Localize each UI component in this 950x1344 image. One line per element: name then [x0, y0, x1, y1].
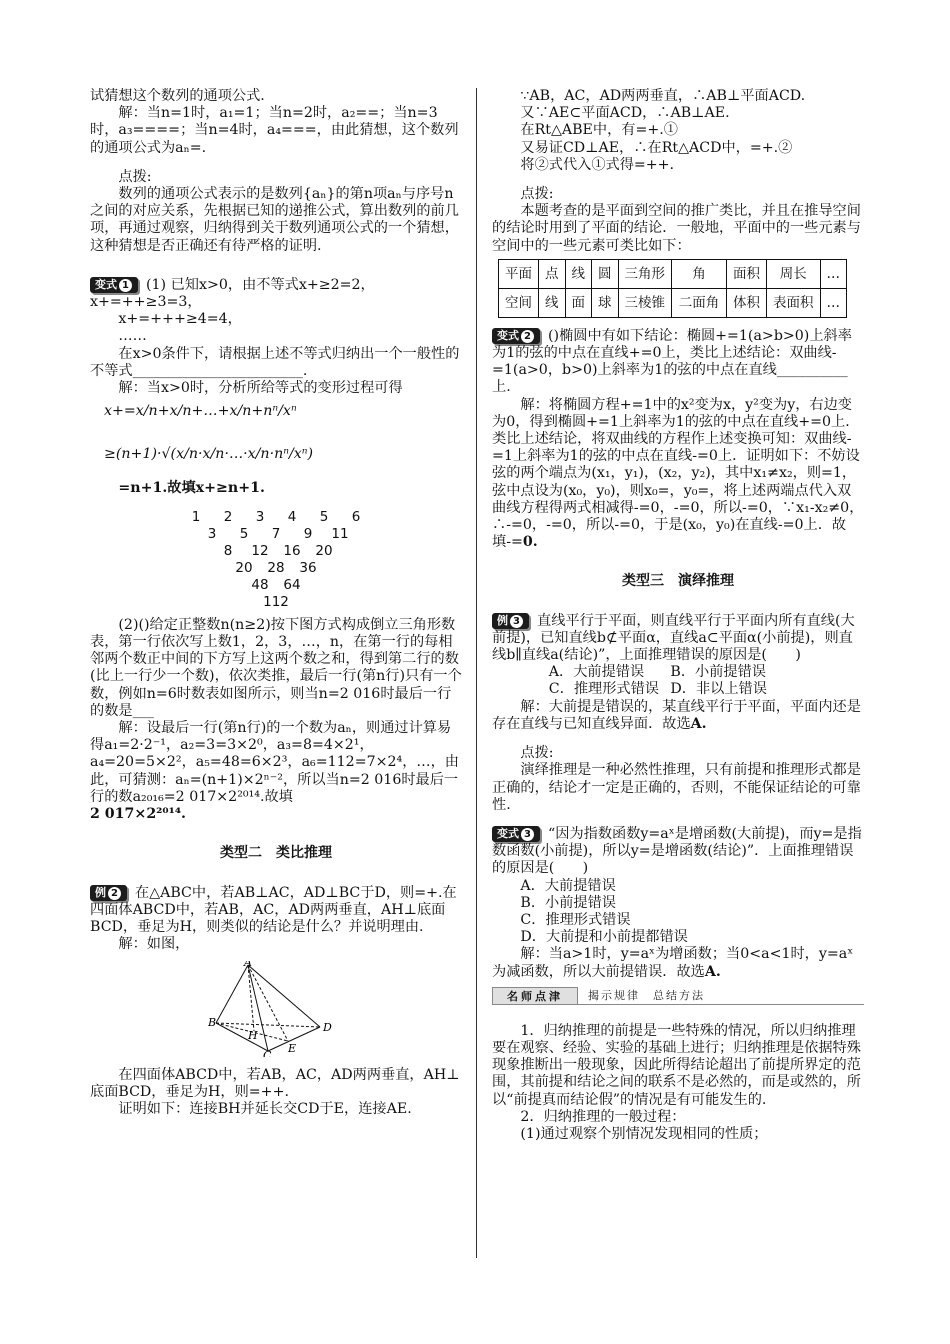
section-title-3: 类型三 演绎推理 [622, 573, 734, 590]
example2-header [90, 885, 462, 937]
example3-solution: 解：大前提是错误的，某直线平行于平面，平面内还是存在直线与已知直线异面．故选A. [492, 698, 861, 732]
example3-badge: 例 3 [492, 613, 529, 629]
proof-line-5: 将②式代入①式得=++. [520, 156, 675, 173]
example3-text: 直线平行于平面，则直线平行于平面内所有直线(大前提)，已知直线b⊄平面α，直线a⊂平面α(小前提)，则直线b∥直线a(结论)”，上面推理错误的原因是( ) [492, 612, 855, 664]
math-line-1: x+=x/n+x/n+…+x/n+nⁿ/xⁿ [104, 403, 297, 420]
variant3-solution: 解：当a>1时，y=aˣ为增函数；当0<a<1时，y=aˣ为减函数，所以大前提错误．故选A. [492, 946, 854, 980]
variant1-header [90, 277, 462, 311]
variant1-badge: 变式 1 [90, 277, 138, 293]
part2-solution: 解：设最后一行(第n行)的一个数为aₙ，则通过计算易得a₁=2·2⁻¹，a₂=3=3×2⁰，a₃=8=4×2¹，a₄=20=5×2²，a₅=48=6×2³，a₆=112=7×2⁴，…，由此，可猜测：aₙ=(n+1)×2ⁿ⁻²，所以当n=2 016时最后一行的数a₂₀₁₆=2 017×2²⁰¹⁴.故填 [90, 720, 459, 805]
tip2-text: 本题考查的是平面到空间的推广类比，并且在推导空间的结论时用到了平面的结论．一般地，平面中的一些元素与空间中的一些元素可类比如下： [492, 203, 861, 254]
example2-proof-start: 证明如下：连接BH并延长交CD于E，连接AE. [118, 1100, 412, 1117]
summary-1: 1．归纳推理的前提是一些特殊的情况，所以归纳推理要在观察、经验、实验的基础上进行；归纳推理是依据特殊现象推断出一般现象，因此所得结论超出了前提所界定的范围，其前提和结论之间的联系不是必然的，而是或然的，所以“前提真而结论假”的情况是有可能发生的. [492, 1022, 861, 1108]
summary-3: (1)通过观察个别情况发现相同的性质； [520, 1125, 768, 1142]
number-triangle [90, 509, 462, 611]
analogy-table [498, 259, 847, 318]
variant3-option-c: C．推理形式错误 [520, 911, 631, 928]
tetrahedron-svg [208, 961, 338, 1057]
right-column [492, 88, 864, 1143]
column-divider [476, 88, 477, 1258]
teacher-tips-bar [492, 987, 864, 1005]
proof-line-1: ∵AB，AC，AD两两垂直，∴AB⊥平面ACD. [520, 88, 806, 104]
triangle-row-4: 20 28 36 [235, 559, 317, 576]
variant2-solution: 解：将椭圆方程+=1中的x²变为x，y²变为y，右边变为0，得到椭圆+=1上斜率为1的弦的中点在直线+=0上．类比上述结论，将双曲线的方程作上述变换可知：双曲线-=1上斜率为1的弦的中点在直线-=0上．证明如下：不妨设弦的两个端点为(x₁，y₁)，(x₂，y₂)，其中x₁≠x₂，则=1，弦中点设为(x₀，y₀)，则x₀=，y₀=，将上述两端点代入双曲线方程得两式相减得-=0，-=0，所以-=0，∵x₁-x₂≠0，∴-=0，-=0，所以-=0，于是(x₀，y₀)在直线-=0上．故填-=0. [492, 396, 864, 551]
section-title-2: 类型二 类比推理 [220, 845, 332, 862]
intro-solution: 解：当n=1时，a₁=1；当n=2时，a₂==；当n=3时，a₃====；当n=4时，a₄===，由此猜想，这个数列的通项公式为aₙ=. [90, 105, 459, 156]
example3-options-ab: A．大前提错误 B．小前提错误 [548, 664, 766, 681]
part2-answer: 2 017×2²⁰¹⁴. [90, 806, 186, 823]
tip2-label: 点拨: [520, 186, 554, 203]
variant3-option-a: A．大前提错误 [520, 877, 616, 894]
teacher-tips-title: 名师点津 [492, 987, 578, 1005]
example2-text: 在△ABC中，若AB⊥AC，AD⊥BC于D，则=+.在四面体ABCD中，若AB，AC，AD两两垂直，AH⊥底面BCD，垂足为H，则类似的结论是什么？并说明理由. [90, 884, 457, 935]
triangle-row-2: 3 5 7 9 11 [207, 525, 349, 542]
math-line-3: =n+1.故填x+≥n+1. [118, 479, 265, 496]
variant2-badge: 变式 2 [492, 328, 540, 344]
variant3-badge: 变式 3 [492, 826, 540, 842]
tip1-label: 点拨: [118, 168, 152, 185]
proof-line-2: 又∵AE⊂平面ACD，∴AB⊥AE. [520, 105, 730, 122]
tip3-label: 点拨: [520, 745, 554, 762]
fig-label-d: D [323, 1021, 332, 1035]
triangle-row-1: 1 2 3 4 5 6 [191, 508, 361, 525]
teacher-tips-subtitle: 揭示规律 总结方法 [578, 987, 864, 1005]
variant3-option-b: B．小前提错误 [520, 894, 616, 911]
analogy-row-space: 空间 线 面 球 三棱锥 二面角 体积 表面积 … [499, 288, 847, 317]
fig-label-b: B [208, 1016, 217, 1030]
variant3-option-d: D．大前提和小前提都错误 [520, 929, 688, 946]
intro-line-1: 试猜想这个数列的通项公式. [90, 88, 265, 104]
variant3-text: “因为指数函数y=aˣ是增函数(大前提)，而y=是指数函数(小前提)，所以y=是增函数(结论)”．上面推理错误的原因是( ) [492, 825, 862, 877]
tip3-text: 演绎推理是一种必然性推理，只有前提和推理形式都是正确的，结论才一定是正确的，否则，不能保证结论的可靠性. [492, 762, 861, 813]
variant1-line-1: (1) 已知x>0，由不等式x+≥2=2，x+=++≥3=3， [90, 276, 375, 311]
fig-label-h: H [248, 1029, 258, 1043]
example3-options-cd: C．推理形式错误 D．非以上错误 [548, 681, 767, 698]
tip1-text: 数列的通项公式表示的是数列{aₙ}的第n项aₙ与序号n之间的对应关系，先根据已知的递推公式，算出数列的前几项，再通过观察，归纳得到关于数列通项公式的一个猜想，这种猜想是否正确还有待严格的证明. [90, 186, 459, 254]
tetrahedron-figure [208, 961, 462, 1062]
triangle-row-5: 48 64 [251, 576, 301, 593]
fig-label-c: C [263, 1049, 272, 1058]
summary-2: 2．归纳推理的一般过程： [520, 1108, 686, 1125]
triangle-row-3: 8 12 16 20 [223, 542, 333, 559]
analogy-row-plane: 平面 点 线 圆 三角形 角 面积 周长 … [499, 259, 847, 288]
math-line-2: ≥(n+1)·√(x/n·x/n·…·x/n·nⁿ/xⁿ) [104, 446, 314, 463]
example2-badge: 例 2 [90, 885, 127, 901]
proof-line-4: 又易证CD⊥AE，∴在Rt△ACD中，=+.② [520, 139, 793, 156]
variant1-line-4: 在x>0条件下，请根据上述不等式归纳出一个一般性的不等式________________________. [90, 345, 460, 379]
variant1-line-3: …… [118, 328, 147, 345]
variant2-text: ()椭圆中有如下结论：椭圆+=1(a>b>0)上斜率为1的弦的中点在直线+=0上，类比上述结论：双曲线-=1(a>0，b>0)上斜率为1的弦的中点在直线__________上. [492, 327, 852, 396]
variant1-line-5: 解：当x>0时，分析所给等式的变形过程可得 [118, 380, 403, 397]
example2-after-figure: 在四面体ABCD中，若AB，AC，AD两两垂直，AH⊥底面BCD，垂足为H，则=++. [90, 1066, 460, 1100]
variant1-line-2: x+=+++≥4=4， [118, 311, 242, 328]
part2-question: (2)()给定正整数n(n≥2)按下图方式构成倒立三角形数表，第一行依次写上数1，2，3，…，n，在第一行的每相邻两个数正中间的下方写上这两个数之和，得到第二行的数(比上一行少一个数)，依次类推，最后一行(第n行)只有一个数，例如n=6时数表如图所示，则当n=2 016时最后一行的数是___ [90, 616, 462, 719]
proof-line-3: 在Rt△ABE中，有=+.① [520, 122, 678, 139]
variant3-header [492, 826, 864, 878]
fig-label-e: E [288, 1042, 297, 1056]
example3-header [492, 613, 864, 665]
variant2-header [492, 328, 864, 397]
example2-solution-intro: 解：如图， [118, 936, 190, 953]
fig-label-a: A [244, 961, 252, 970]
left-column [90, 88, 462, 1118]
triangle-row-6: 112 [263, 593, 289, 610]
